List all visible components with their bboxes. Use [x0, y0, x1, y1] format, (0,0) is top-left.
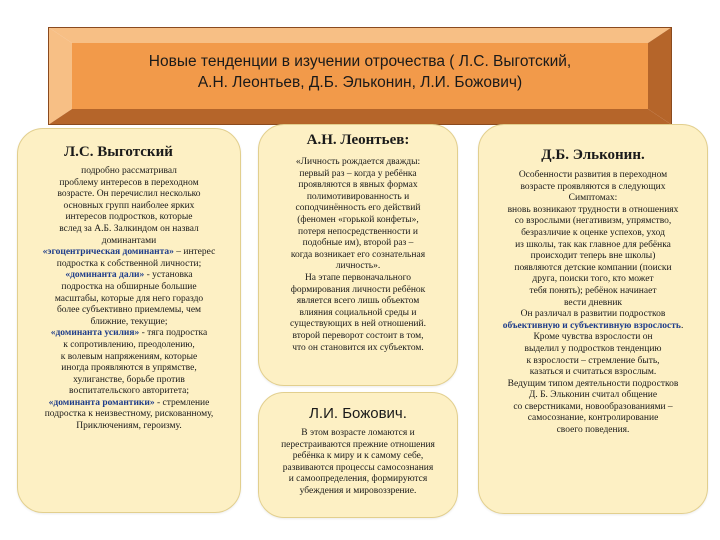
- elkonin-line: самосознание, контролирование: [527, 413, 659, 424]
- vygotsky-line: масштабы, которые для него гораздо: [54, 293, 204, 304]
- vygotsky-line: проблему интересов в переходном: [59, 177, 199, 188]
- elkonin-line: безразличие к оценке успехов, уход: [521, 227, 665, 238]
- elkonin-line: [483, 321, 703, 333]
- vygotsky-line-rest: - тяга подростка: [139, 328, 208, 339]
- leontiev-line: влияния социальной среды и: [299, 307, 417, 318]
- elkonin-line: Симптомах:: [568, 193, 618, 204]
- leontiev-line: потеря непосредственности и: [298, 226, 418, 237]
- bozhovich-line: развиваются процессы самосознания: [282, 462, 434, 473]
- leontiev-line: «Личность рождается дважды:: [295, 157, 421, 167]
- vygotsky-line: [24, 328, 234, 340]
- bozhovich-line: В этом возрасте ломаются и: [301, 428, 415, 438]
- elkonin-line: со сверстниками, новообразованиями –: [513, 401, 673, 412]
- title-banner: [48, 27, 672, 125]
- bozhovich-line: и самоопределения, формируются: [288, 474, 428, 485]
- vygotsky-line: Приключениям, героизму.: [76, 421, 182, 432]
- elkonin-line: Кроме чувства взрослости он: [533, 332, 653, 343]
- elkonin-line: из школы, так как главное для ребёнка: [515, 239, 671, 250]
- elkonin-line: тебя понять); ребёнок начинает: [529, 285, 657, 296]
- card-vygotsky-body: [24, 166, 234, 433]
- elkonin-line: к взрослости – стремление быть,: [526, 355, 660, 366]
- vygotsky-line: интересов подростков, которые: [65, 212, 193, 223]
- card-elkonin-body: [483, 170, 703, 437]
- vygotsky-line: подростка на обширные большие: [61, 281, 197, 292]
- vygotsky-line: к волевым напряжениям, которые: [60, 351, 198, 362]
- vygotsky-line: основных групп наиболее ярких: [63, 200, 195, 211]
- vygotsky-line-rest: - стремление: [154, 397, 210, 408]
- leontiev-line: полимотивированность и: [306, 191, 410, 202]
- vygotsky-line: [24, 247, 234, 259]
- leontiev-line: подобные им), второй раз –: [302, 238, 414, 249]
- vygotsky-line: к сопротивлению, преодолению,: [63, 339, 195, 350]
- card-vygotsky: [17, 128, 241, 513]
- card-elkonin: [478, 124, 708, 514]
- vygotsky-line-rest: - установка: [144, 270, 193, 281]
- card-vygotsky-title: Л.С. Выготский: [64, 144, 173, 160]
- elkonin-line: своего поведения.: [556, 425, 630, 436]
- vygotsky-line: подробно рассматривал: [81, 166, 177, 176]
- vygotsky-line: воспитательского авторитета;: [69, 386, 189, 397]
- leontiev-line: второй переворот состоит в том,: [292, 330, 424, 341]
- vygotsky-line: вслед за А.Б. Залкиндом он назвал: [59, 223, 199, 234]
- card-leontiev-body: [265, 157, 451, 354]
- vygotsky-line: хулиганстве, борьбе против: [73, 374, 185, 385]
- card-leontiev: [258, 124, 458, 386]
- card-leontiev-title: А.Н. Леонтьев:: [306, 132, 410, 148]
- elkonin-line: казаться и считаться взрослым.: [529, 367, 657, 378]
- vygotsky-line: [24, 270, 234, 282]
- bozhovich-line: убеждения и мировоззрение.: [299, 485, 417, 496]
- card-elkonin-title: Д.Б. Эльконин.: [541, 147, 645, 163]
- leontiev-line: На этапе первоначального: [304, 272, 412, 283]
- vygotsky-highlight-term: «эгоцентрическая доминанта»: [42, 247, 174, 258]
- leontiev-line: что он становится их субъектом.: [292, 342, 424, 353]
- vygotsky-line-rest: – интерес: [173, 247, 216, 258]
- elkonin-line: Ведущим типом деятельности подростков: [507, 378, 679, 389]
- leontiev-line: является всего лишь объектом: [296, 296, 420, 307]
- leontiev-line: существующих в ней отношений.: [290, 319, 426, 330]
- vygotsky-highlight-term: «доминанта романтики»: [48, 397, 155, 408]
- leontiev-line: (феномен «горькой конфеты»,: [297, 214, 419, 225]
- vygotsky-line: иногда проявляются в упрямстве,: [61, 363, 197, 374]
- vygotsky-line: более субъективно приемлемы, чем: [56, 305, 202, 316]
- elkonin-line-rest: .: [680, 320, 684, 331]
- elkonin-line: выделил у подростков тенденцию: [524, 343, 662, 354]
- elkonin-line: Особенности развития в переходном: [518, 170, 668, 180]
- elkonin-line: возрасте проявляются в следующих: [520, 181, 666, 192]
- elkonin-line: Д. Б. Эльконин считал общение: [528, 390, 658, 401]
- elkonin-line: вести дневник: [563, 297, 623, 308]
- elkonin-line: Он различал в развитии подростков: [520, 309, 666, 320]
- vygotsky-highlight-term: «доминанта усилия»: [50, 328, 140, 339]
- bozhovich-line: перестраиваются прежние отношения: [281, 439, 435, 450]
- leontiev-line: проявляются в явных формах: [298, 180, 418, 191]
- banner-title: [98, 51, 622, 93]
- elkonin-line: вновь возникают трудности в отношениях: [507, 204, 679, 215]
- vygotsky-highlight-term: «доминанта дали»: [65, 270, 145, 281]
- banner-title-line-1: Новые тенденции в изучении отрочества ( Л.С. Выготский,: [148, 53, 572, 70]
- banner-title-line-2: А.Н. Леонтьев, Д.Б. Эльконин, Л.И. Божович): [197, 74, 523, 91]
- leontiev-line: когда возникает его сознательная: [290, 249, 426, 260]
- elkonin-line: со взрослыми (негативизм, упрямство,: [514, 216, 672, 227]
- leontiev-line: первый раз – когда у ребёнка: [299, 168, 417, 179]
- elkonin-line: друга, поиски того, кто может: [532, 274, 654, 285]
- vygotsky-line: возрасте. Он перечислил несколько: [57, 189, 201, 200]
- bozhovich-line: ребёнка к миру и к самому себе,: [292, 451, 424, 462]
- leontiev-line: соподчинённость его действий: [295, 203, 421, 214]
- elkonin-line: происходит теперь вне школы): [530, 251, 656, 262]
- vygotsky-line: доминантами: [101, 235, 157, 246]
- card-bozhovich: [258, 392, 458, 518]
- leontiev-line: личность».: [335, 261, 381, 272]
- vygotsky-line: ближние, текущие;: [90, 316, 168, 327]
- card-bozhovich-body: [265, 428, 451, 498]
- vygotsky-line: [24, 398, 234, 410]
- card-bozhovich-title: Л.И. Божович.: [309, 405, 407, 422]
- elkonin-line: появляются детские компании (поиски: [514, 262, 672, 273]
- vygotsky-line: подростка к собственной личности;: [56, 258, 202, 269]
- vygotsky-line: подростка к неизвестному, рискованному,: [44, 409, 214, 420]
- leontiev-line: формирования личности ребёнок: [290, 284, 426, 295]
- elkonin-highlight-term: объективную и субъективную взрослость: [502, 320, 681, 331]
